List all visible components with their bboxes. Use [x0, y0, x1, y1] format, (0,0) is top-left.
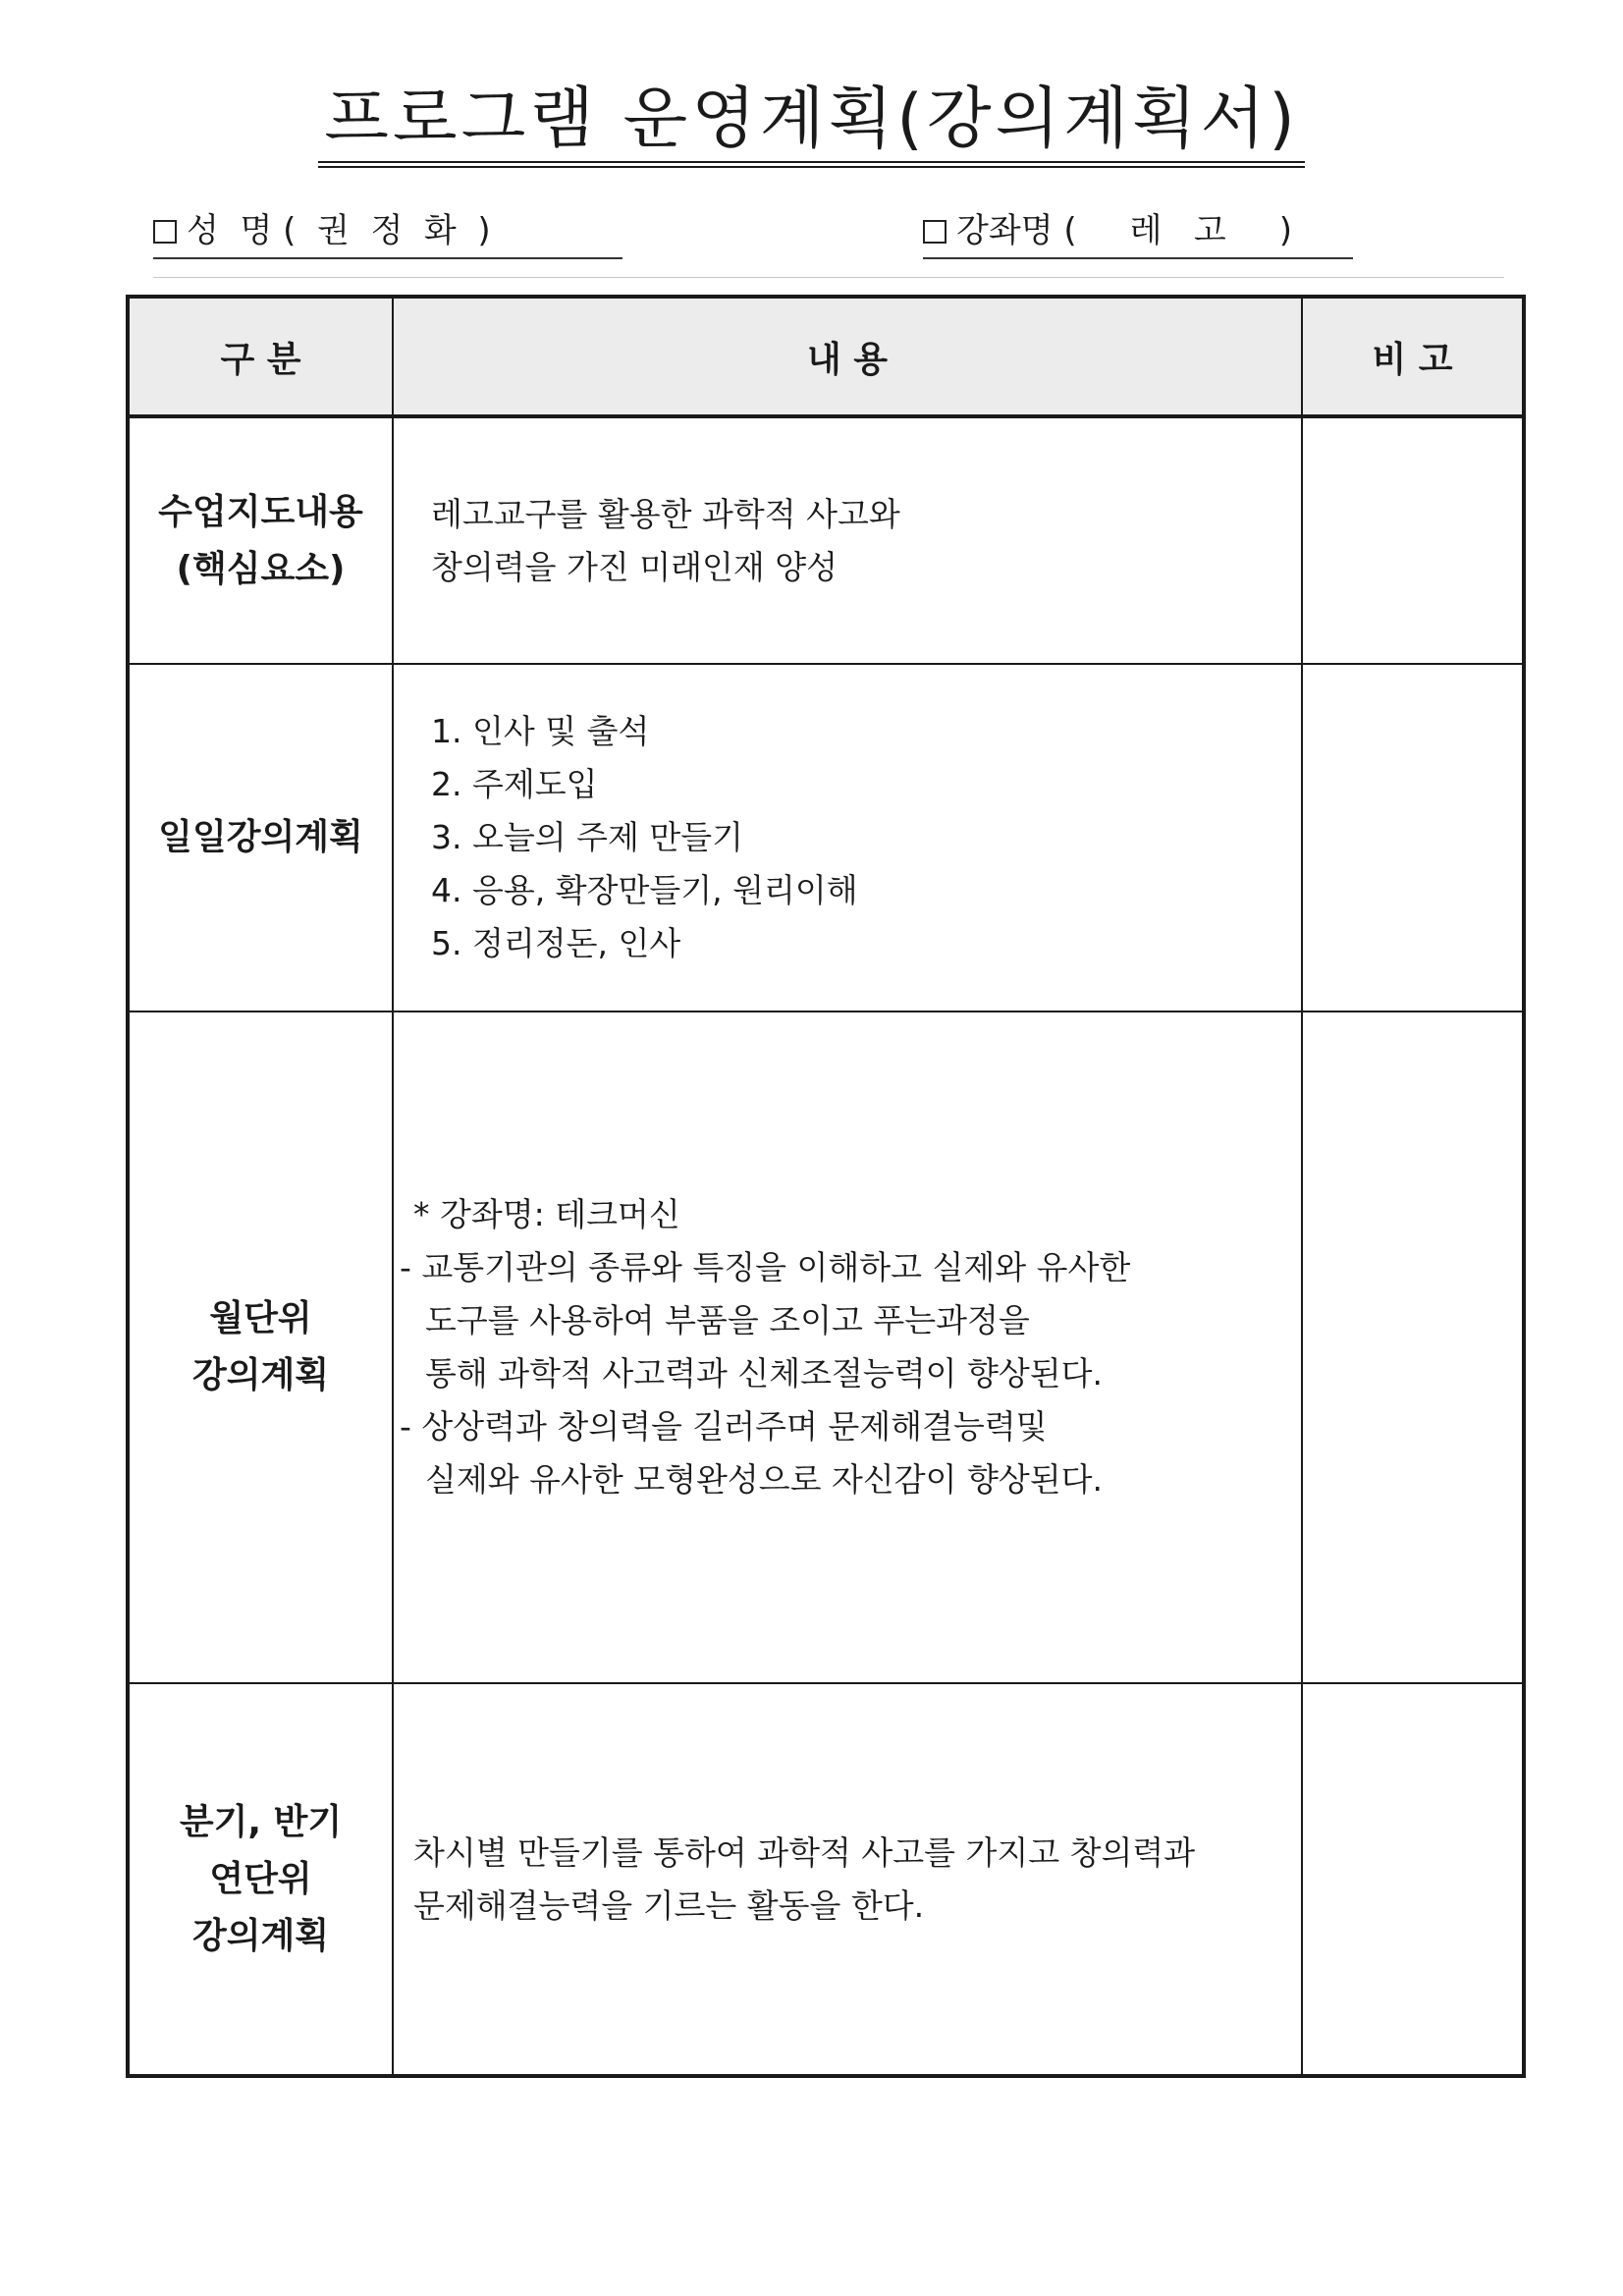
content-line: 3. 오늘의 주제 만들기: [431, 818, 743, 856]
content-line: 4. 응용, 확장만들기, 원리이해: [431, 871, 858, 909]
content-line: 문제해결능력을 기르는 활동을 한다.: [413, 1886, 925, 1925]
category-cell: [128, 1011, 393, 1683]
instructor-name-field: [153, 211, 622, 259]
category-cell: [128, 416, 393, 664]
content-cell: [393, 1683, 1302, 2076]
divider: [153, 277, 1504, 278]
content-line: 통해 과학적 사고력과 신체조절능력이 향상된다.: [425, 1354, 1104, 1393]
category-line: 일일강의계획: [158, 817, 363, 857]
content-line: * 강좌명: 테크머신: [413, 1195, 680, 1233]
title-wrap: [0, 81, 1623, 168]
content-line: 레고교구를 활용한 과학적 사고와: [431, 494, 900, 533]
content-line: 1. 인사 및 출석: [431, 712, 650, 750]
content-cell: [393, 416, 1302, 664]
header-content: 내 용: [393, 297, 1302, 416]
content-line: 차시별 만들기를 통하여 과학적 사고를 가지고 창의력과: [413, 1832, 1196, 1872]
category-cell: [128, 1683, 393, 2076]
note-cell: [1302, 664, 1524, 1011]
category-line: 강의계획: [191, 1915, 330, 1956]
header-note: 비 고: [1302, 297, 1524, 416]
content-line: 창의력을 가진 미래인재 양성: [431, 547, 839, 586]
course-name-field: [923, 211, 1353, 259]
note-cell: [1302, 1011, 1524, 1683]
content-cell: [393, 1011, 1302, 1683]
content-line: 실제와 유사한 모형완성으로 자신감이 향상된다.: [425, 1460, 1104, 1499]
category-line: 연단위: [209, 1858, 312, 1899]
category-line: 수업지도내용: [158, 491, 363, 532]
table-row-lesson-content: [128, 416, 1524, 664]
note-cell: [1302, 416, 1524, 664]
content-line: 2. 주제도입: [431, 765, 598, 803]
category-line: (핵심요소): [176, 548, 346, 589]
content-line: 5. 정리정돈, 인사: [431, 924, 681, 962]
table-row-monthly-plan: [128, 1011, 1524, 1683]
content-line: - 상상력과 창의력을 길러주며 문제해결능력및: [400, 1407, 1048, 1446]
course-name-text: 강좌명 ( 레 고 ): [956, 211, 1293, 250]
content-cell: [393, 664, 1302, 1011]
checkbox-icon: [153, 220, 177, 244]
lecture-plan-table: [126, 295, 1526, 2078]
content-line: 도구를 사용하여 부품을 조이고 푸는과정을: [425, 1301, 1030, 1339]
header-category: 구 분: [128, 297, 393, 416]
category-line: 월단위: [209, 1298, 312, 1339]
table-row-daily-plan: [128, 664, 1524, 1011]
checkbox-icon: [923, 220, 947, 244]
category-cell: [128, 664, 393, 1011]
page-title: 프로그램 운영계획(강의계획서): [318, 86, 1305, 168]
note-cell: [1302, 1683, 1524, 2076]
category-line: 분기, 반기: [179, 1801, 343, 1842]
category-line: 강의계획: [191, 1355, 330, 1395]
table-header-row: [128, 297, 1524, 416]
table-row-quarterly-plan: [128, 1683, 1524, 2076]
content-line: - 교통기관의 종류와 특징을 이해하고 실제와 유사한: [400, 1248, 1131, 1286]
instructor-name-text: 성 명 ( 권 정 화 ): [187, 211, 491, 250]
